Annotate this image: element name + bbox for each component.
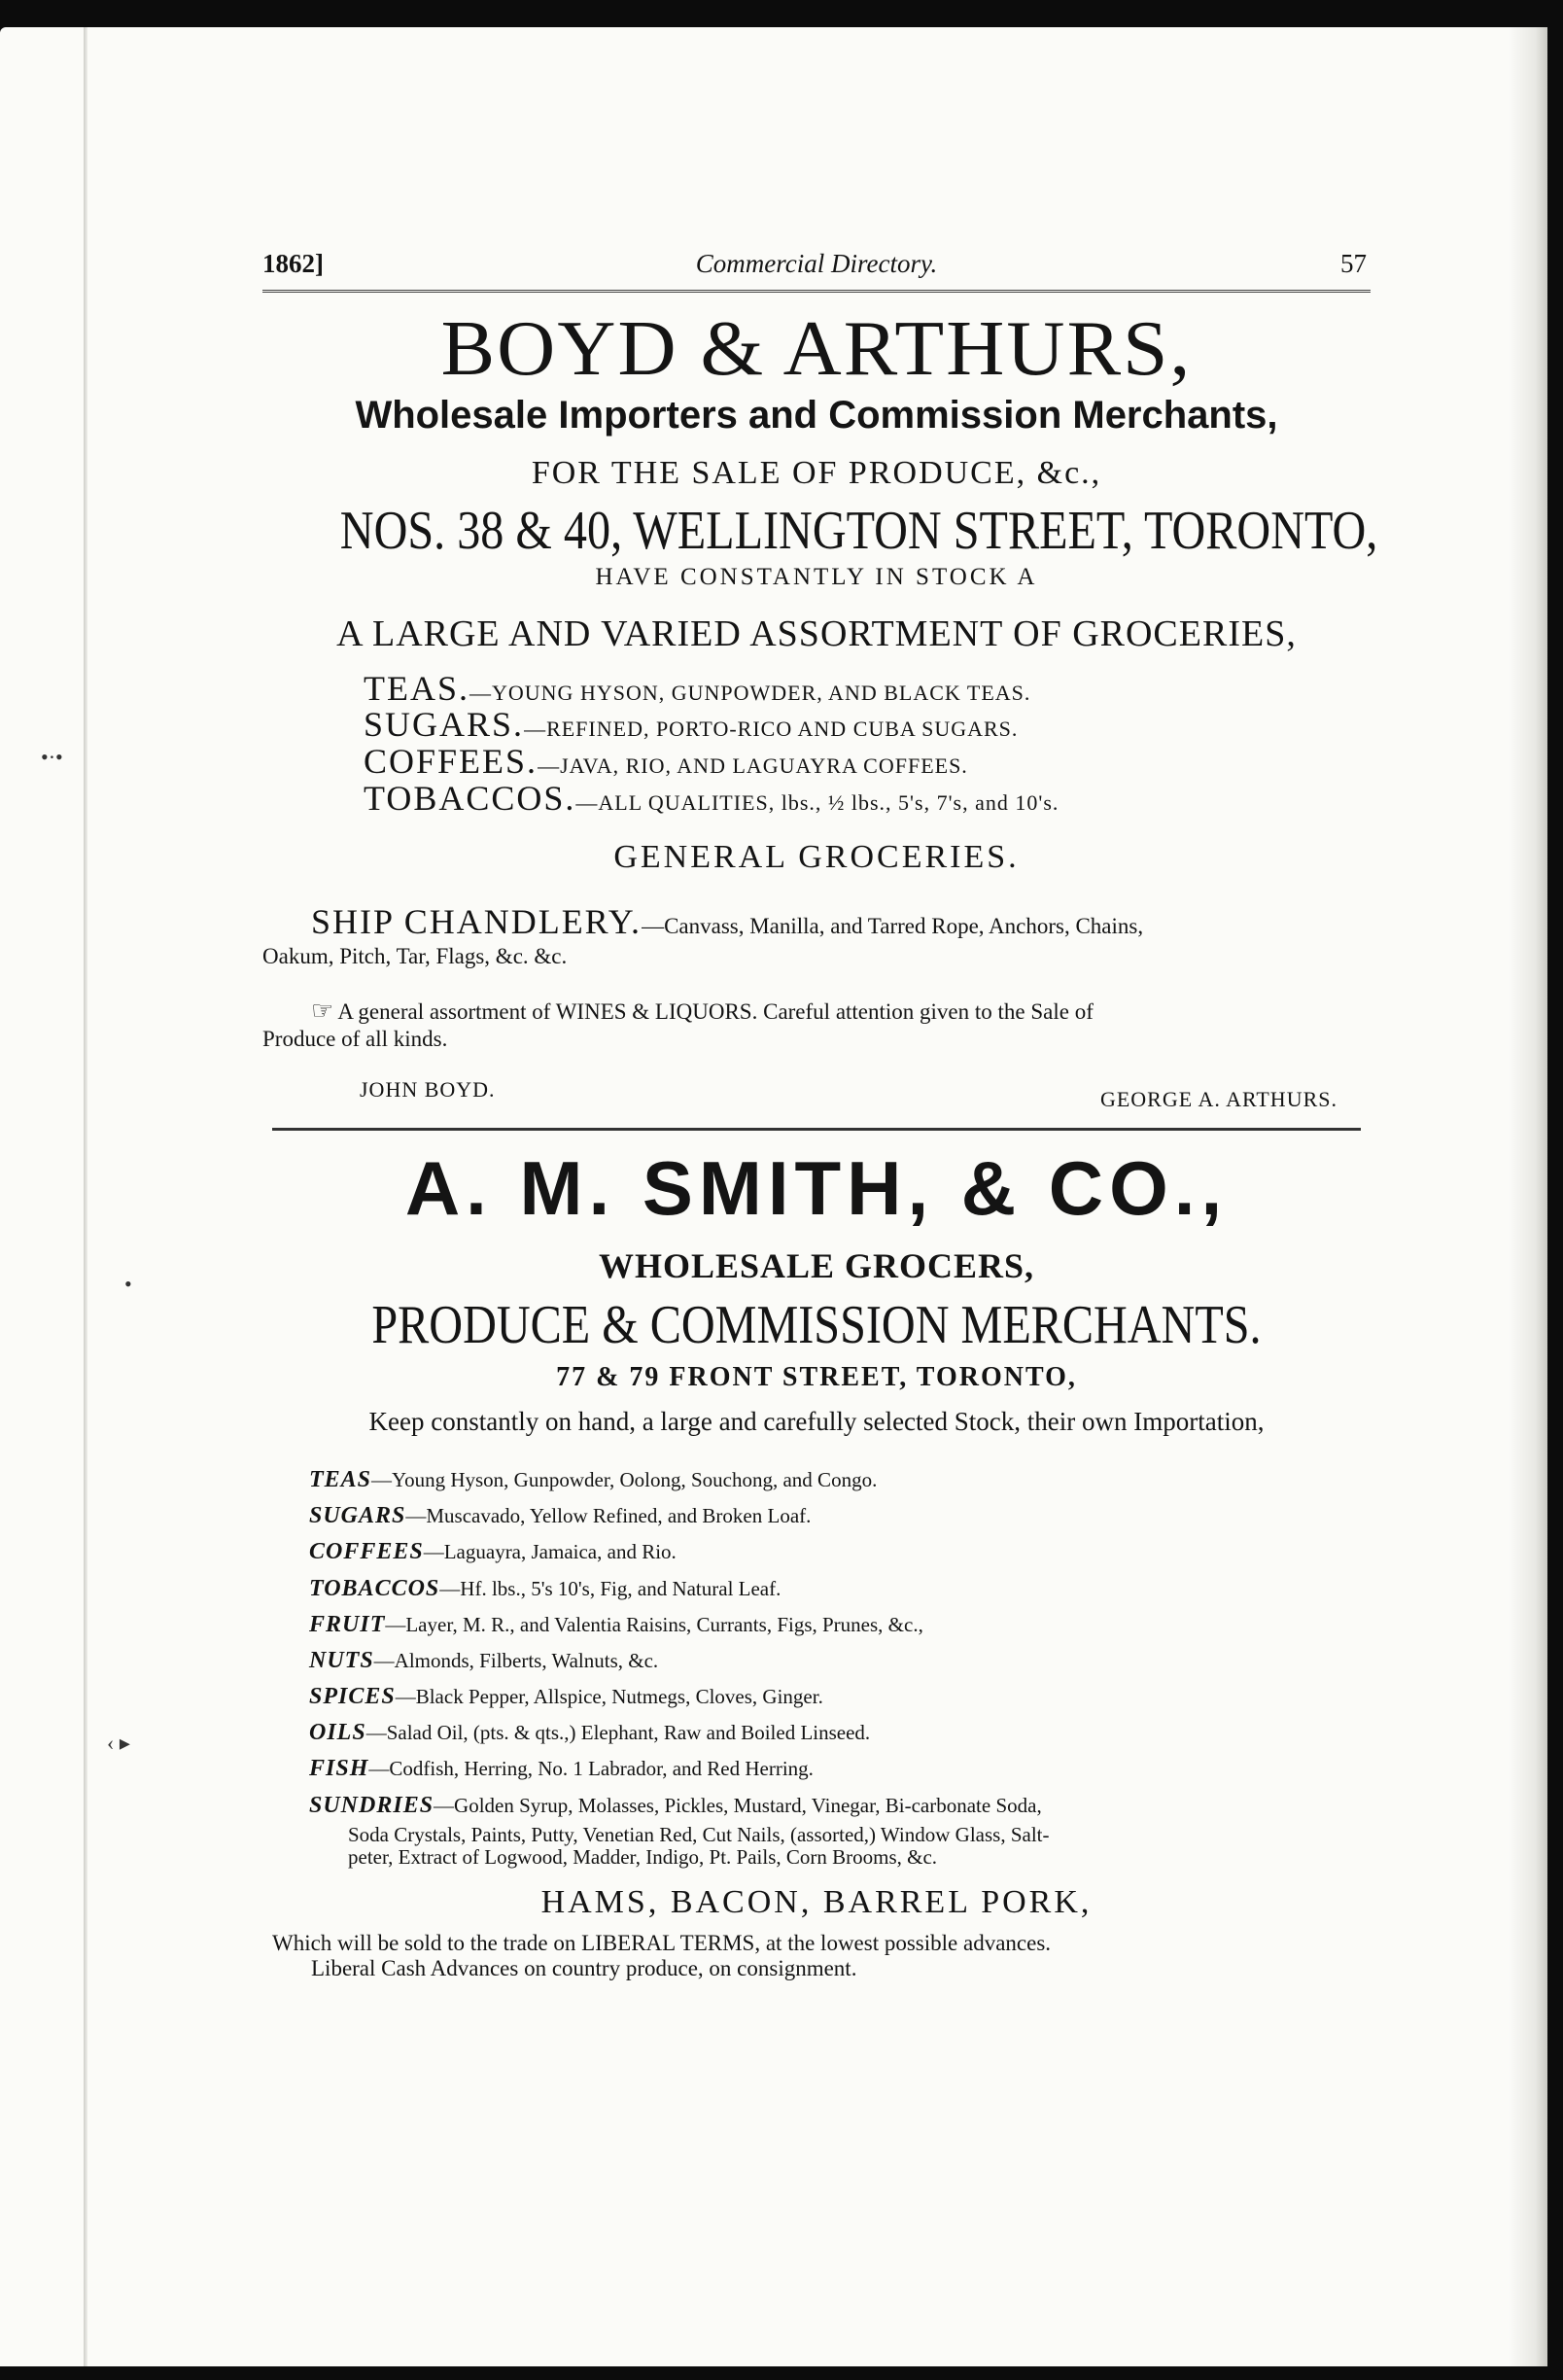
goods-row — [364, 778, 1371, 818]
item-value: —Black Pepper, Allspice, Nutmegs, Cloves, Ginger. — [395, 1685, 823, 1709]
list-item — [309, 1679, 1371, 1715]
list-item — [309, 1462, 1371, 1498]
firm-name: BOYD & ARTHURS, — [440, 306, 1193, 392]
goods-key: SUGARS. — [364, 705, 525, 745]
goods-value: —YOUNG HYSON, GUNPOWDER, AND BLACK TEAS. — [469, 680, 1031, 705]
keep-line: Keep constantly on hand, a large and carefully selected Stock, their own Importation, — [368, 1406, 1265, 1436]
item-value: —Golden Syrup, Molasses, Pickles, Mustard, Vinegar, Bi-carbonate Soda, — [434, 1793, 1042, 1817]
goods-key: TEAS. — [364, 668, 469, 708]
item-key: COFFEES — [309, 1539, 424, 1565]
margin-speck: •·• — [41, 745, 63, 769]
item-key: FRUIT — [309, 1611, 386, 1637]
item-key: SPICES — [309, 1684, 396, 1710]
ship-chandlery-paragraph — [262, 901, 1371, 970]
ship-chandlery-line: —Canvass, Manilla, and Tarred Rope, Anchors, Chains, — [642, 913, 1144, 938]
assortment-line: A LARGE AND VARIED ASSORTMENT OF GROCERIES, — [336, 612, 1297, 654]
boyd-arthurs-advertisement — [262, 306, 1378, 1116]
goods-row — [364, 707, 1371, 744]
page-edge-shadow — [1509, 27, 1547, 2366]
item-value: —Laguayra, Jamaica, and Rio. — [423, 1540, 677, 1564]
firm-name: A. M. SMITH, & CO., — [404, 1145, 1229, 1232]
goods-list — [262, 668, 1371, 818]
general-groceries: GENERAL GROCERIES. — [613, 838, 1020, 875]
list-item — [309, 1607, 1371, 1643]
smith-advertisement — [262, 1145, 1371, 1981]
list-item — [309, 1571, 1371, 1607]
hams-line: HAMS, BACON, BARREL PORK, — [540, 1884, 1093, 1920]
pointing-hand-icon: ☞ — [311, 996, 334, 1025]
item-key: NUTS — [309, 1647, 374, 1673]
list-item — [309, 1751, 1371, 1787]
partner-name: GEORGE A. ARTHURS. — [1099, 1087, 1337, 1112]
wholesale-line: WHOLESALE GROCERS, — [598, 1246, 1035, 1286]
list-item — [309, 1534, 1371, 1570]
goods-value: —JAVA, RIO, AND LAGUAYRA COFFEES. — [538, 753, 968, 779]
scanned-page — [0, 27, 1547, 2366]
item-key: TEAS — [309, 1466, 372, 1492]
page-number: 57 — [1340, 249, 1367, 278]
section-divider — [272, 1128, 1361, 1131]
margin-speck: ‹ ▸ — [107, 1731, 130, 1755]
firm-subtitle: Wholesale Importers and Commission Merchants, — [355, 394, 1278, 437]
item-value: —Hf. lbs., 5's 10's, Fig, and Natural Leaf. — [439, 1576, 782, 1600]
goods-row — [364, 668, 1371, 708]
margin-speck: • — [124, 1272, 132, 1296]
header-year: 1862] — [262, 249, 324, 278]
item-value: —Muscavado, Yellow Refined, and Broken Loaf. — [405, 1504, 812, 1528]
goods-value: —REFINED, PORTO-RICO AND CUBA SUGARS. — [524, 717, 1019, 742]
terms-line: Which will be sold to the trade on LIBERAL TERMS, at the lowest possible advances. — [272, 1931, 1052, 1955]
partner-name: JOHN BOYD. — [360, 1077, 496, 1102]
item-key: TOBACCOS — [309, 1575, 440, 1601]
item-value: —Salad Oil, (pts. & qts.,) Elephant, Raw and Boiled Linseed. — [365, 1721, 871, 1745]
running-header — [262, 241, 1371, 293]
produce-line: PRODUCE & COMMISSION MERCHANTS. — [371, 1295, 1262, 1356]
wines-note — [262, 996, 1371, 1053]
header-title: Commercial Directory. — [695, 249, 938, 278]
note-line: Produce of all kinds. — [262, 1026, 448, 1051]
page-content — [262, 241, 1378, 2186]
list-item — [309, 1498, 1371, 1534]
goods-key: COFFEES. — [364, 742, 538, 782]
page-gutter — [84, 27, 87, 2366]
item-value: —Layer, M. R., and Valentia Raisins, Currants, Figs, Prunes, &c., — [385, 1612, 923, 1636]
partner-signatures — [262, 1077, 1371, 1116]
goods-value: —ALL QUALITIES, lbs., ½ lbs., 5's, 7's, and 10's. — [575, 789, 1059, 815]
item-key: FISH — [309, 1756, 369, 1782]
item-value: —Young Hyson, Gunpowder, Oolong, Souchong, and Congo. — [371, 1467, 878, 1491]
ship-chandlery-line: Oakum, Pitch, Tar, Flags, &c. &c. — [262, 943, 568, 968]
list-item — [309, 1715, 1371, 1751]
for-sale-line: FOR THE SALE OF PRODUCE, &c., — [531, 455, 1102, 491]
note-line: A general assortment of WINES & LIQUORS. Careful attention given to the Sale of — [337, 998, 1094, 1024]
list-item — [309, 1643, 1371, 1679]
firm-address: NOS. 38 & 40, WELLINGTON STREET, TORONTO, — [339, 501, 1378, 561]
item-value: —Almonds, Filberts, Walnuts, &c. — [373, 1648, 659, 1672]
item-list — [262, 1462, 1371, 1869]
goods-row — [364, 744, 1371, 781]
sundries-continuation: peter, Extract of Logwood, Madder, Indigo, Pt. Pails, Corn Brooms, &c. — [348, 1844, 938, 1869]
item-value: —Codfish, Herring, No. 1 Labrador, and Red Herring. — [368, 1757, 814, 1781]
firm-address: 77 & 79 FRONT STREET, TORONTO, — [556, 1361, 1077, 1392]
ship-chandlery-key: SHIP CHANDLERY. — [311, 901, 643, 941]
cash-line: Liberal Cash Advances on country produce, on consignment. — [311, 1956, 857, 1980]
item-key: OILS — [309, 1720, 366, 1746]
stock-line: HAVE CONSTANTLY IN STOCK A — [595, 563, 1038, 590]
goods-key: TOBACCOS. — [364, 778, 576, 818]
item-key: SUNDRIES — [309, 1792, 434, 1818]
list-item — [309, 1788, 1371, 1824]
sundries-continuation: Soda Crystals, Paints, Putty, Venetian Red, Cut Nails, (assorted,) Window Glass, Salt- — [348, 1822, 1050, 1846]
item-key: SUGARS — [309, 1503, 406, 1529]
